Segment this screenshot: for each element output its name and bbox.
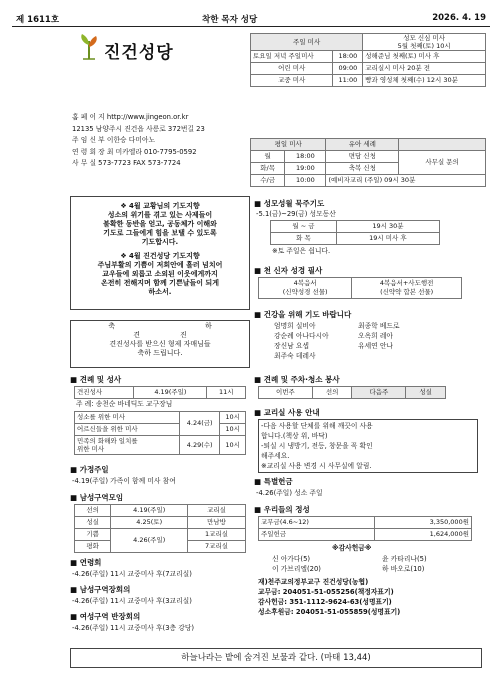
section-title: ■ 우리들의 정성 <box>254 505 310 514</box>
parish-logo <box>78 33 100 63</box>
day: 수/금 <box>251 175 285 187</box>
room-notice-box: -다음 사용할 단체를 위해 깨끗이 사용 합니다.(책상 위, 바닥) -퇴실 시 냉방기, 전등, 창문을 꼭 확인 해주세요. ※교리실 사용 변경 시 사무실에 알림. <box>258 419 478 473</box>
parish-logo-text: 진건성당 <box>104 43 174 63</box>
time: 10:00 <box>285 175 326 187</box>
issue-number: 제 1611호 <box>16 15 60 25</box>
rosary-table: 월 ~ 금 19시 30분 화 목 19시 미사 후 <box>270 220 440 245</box>
meeting-text: -4.26(주일) 11시 교중미사 후(7교리실) <box>72 570 192 578</box>
congrats-text: 견진성사를 받으신 형제 자매님들 <box>109 340 211 348</box>
newsletter-title: 착한 목자 성당 <box>202 15 258 25</box>
mass-note: 교리실시 미사 20분 전 <box>363 63 486 75</box>
section-title: ■ 남성구역장회의 <box>70 585 131 594</box>
section-title: ■ 견례 및 성사 <box>70 375 122 384</box>
day: 화/목 <box>251 163 285 175</box>
office-inquiry: 사무실 문의 <box>399 151 486 175</box>
baptism-head: 유아 세례 <box>326 139 399 151</box>
pope-intention-text: 성소의 위기를 겪고 있는 사제들이 불확한 동반을 얻고, 공동체가 이해와 기도로 그들에게 힘을 보탤 수 있도록 기도합시다. <box>103 211 217 246</box>
devotion-time: 5월 첫째(토) 10시 <box>397 42 451 50</box>
section-title: ■ 남성구역모임 <box>70 493 124 502</box>
section-title: ■ 연령회 <box>70 558 102 567</box>
mass-note: 빵과 영성체 첫째(수) 12시 30분 <box>363 75 486 87</box>
service: 축복 신청 <box>326 163 399 175</box>
congratulations-box: 축 하 견 진 견진성사를 받으신 형제 자매님들 축하 드립니다. <box>70 320 250 368</box>
footer-verse: 하늘나라는 밭에 숨겨진 보물과 같다. (마태 13,44) <box>70 648 482 668</box>
mass-note: 성해준님 첫째(토) 미사 후 <box>363 51 486 63</box>
meeting-text: -4.26(주일) 11시 교중미사 후(3교리실) <box>72 597 192 605</box>
association-head: 연 령 회 장 최 미카엘라 010-7795-0592 <box>72 147 197 156</box>
issue-date: 2026. 4. 19 <box>432 13 486 23</box>
weekday-mass-table <box>250 138 486 187</box>
newsletter-header <box>12 12 490 27</box>
parish-intention-title: ❖ 4월 진건성당 기도지향 <box>120 252 200 260</box>
mass-time: 11:00 <box>333 75 363 87</box>
duty-table: 이번주 선의 다음주 성실 <box>258 386 446 399</box>
finance-table: 교무금(4.6~12) 3,350,000원 주일헌금 1,624,000원 <box>258 516 472 541</box>
mary-sub: -5.1(금)~29(금) 성모동산 <box>256 210 336 218</box>
mass-name: 토요일 저녁 주일미사 <box>251 51 333 63</box>
section-title: ■ 여성구역 반장회의 <box>70 612 141 621</box>
health-names: 엄명희 실비아 최종학 베드로 강순례 아나다시아 오옥희 레아 장신남 요셉 유세연 안나 최주숙 데레사 <box>274 322 400 360</box>
congrats-text-2: 축하 드립니다. <box>137 349 183 357</box>
homepage[interactable]: 홈 페 이 지 http://www.jingeon.or.kr <box>72 113 189 121</box>
pastor: 주 임 신 부 이한승 다미아노 <box>72 136 156 144</box>
meeting-text: -4.26(주일) 11시 교중미사 후(3층 강당) <box>72 624 195 632</box>
section-title: ■ 성모성월 묵주기도 <box>254 199 325 208</box>
prayer-intention-box <box>70 196 250 310</box>
donor-list: 신 아가다(5) 윤 카타리나(5) 이 가브리엘(20) 하 바오로(10) <box>272 555 427 573</box>
mass-name: 교중 미사 <box>251 75 333 87</box>
service: (예비자교리 (주일) 09시 30분 <box>326 175 486 187</box>
devotion-title: 성모 신심 미사 <box>403 34 446 42</box>
section-title: ■ 견례 및 주차·청소 봉사 <box>254 375 340 384</box>
mass-time: 18:00 <box>333 51 363 63</box>
district-table: 선의 4.19(주일) 교리실 성실 4.25(토) 만남방 기쁨 4.26(주일) 1교리실 평화 7교리실 <box>74 504 246 553</box>
parish-info <box>72 112 205 170</box>
section-title: ■ 가정주일 <box>70 465 109 474</box>
section-title: ■ 건강을 위해 기도 바랍니다 <box>254 310 352 319</box>
time: 18:00 <box>285 151 326 163</box>
office-phone: 사 무 실 573-7723 FAX 573-7724 <box>72 159 181 167</box>
schedule-table: 견진성사 4.19(주일) 11시 <box>74 386 246 399</box>
section-title: ■ 교리실 사용 안내 <box>254 408 320 417</box>
special-mass-table: 성소를 위한 미사 4.24(금) 10시 어르신들을 위한 미사 10시 민족의 화해와 일치를 위한 미사 4.29(수) 10시 <box>74 411 246 455</box>
mary-note: ※토 주일은 쉽니다. <box>272 247 331 255</box>
schedule-note: 주 례: 송천순 바네딕도 교구장님 <box>76 400 173 408</box>
service: 면담 신청 <box>326 151 399 163</box>
day: 월 <box>251 151 285 163</box>
parish-intention-text: 주님부활의 기쁨이 저희안에 흘러 넘치어 교우들에 외롭고 소외된 이웃에게까지 온전히 전해지며 함께 기쁜날들이 되게 하소서. <box>97 261 223 296</box>
section-title: ■ 천 신자 성경 필사 <box>254 266 323 275</box>
mass-time: 09:00 <box>333 63 363 75</box>
section-title: ■ 특별헌금 <box>254 477 293 486</box>
sunday-mass-table <box>250 33 486 87</box>
weekday-mass-head: 평일 미사 <box>251 139 326 151</box>
time: 19:00 <box>285 163 326 175</box>
tree-icon <box>78 33 100 61</box>
mass-name: 어린 미사 <box>251 63 333 75</box>
donor-head: ※감사헌금※ <box>332 544 372 552</box>
account-info: 재)천주교의정부교구 진건성당(농협) 교무금: 204051-51-055256(책정자표기) 감사헌금: 351-1112-9624-63(성명표기) 성소후원금: 204051-51-055859(성명표기) <box>258 578 401 616</box>
sunday-mass-head: 주일 미사 <box>251 34 363 51</box>
family-text: -4.19(주일) 가족이 함께 미사 참여 <box>72 477 176 485</box>
address: 12135 남양주시 진건읍 사릉로 372번길 23 <box>72 124 205 133</box>
pope-intention-title: ❖ 4월 교황님의 기도지향 <box>120 202 200 210</box>
special-text: -4.26(주일) 성소 주일 <box>256 489 323 497</box>
bible-copy-table: 4복음서 (신약성경 선물) 4복음서+사도행전 (신약약 합본 선물) <box>258 277 462 299</box>
